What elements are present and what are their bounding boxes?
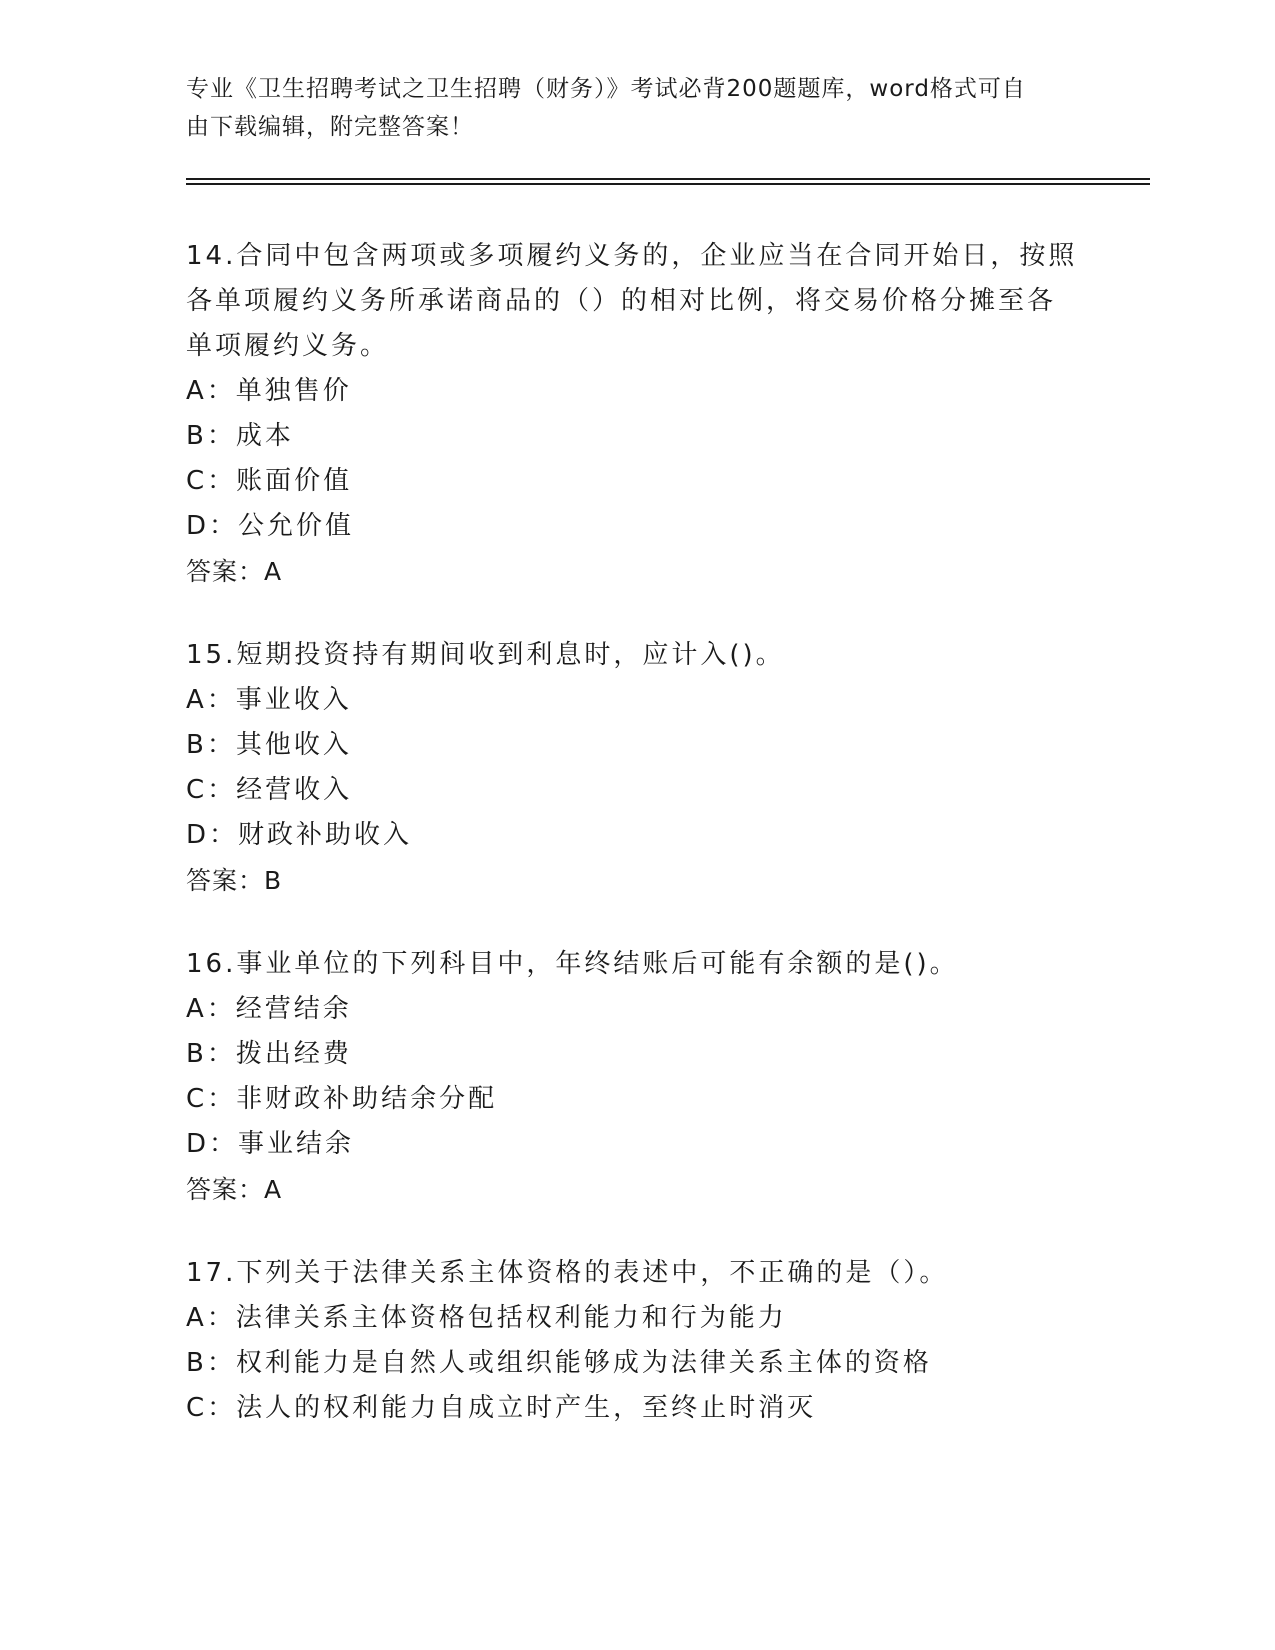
question-text: 17.下列关于法律关系主体资格的表述中，不正确的是（）。 <box>186 1258 949 1288</box>
header-divider <box>186 178 1150 180</box>
option-c: C：非财政补助结余分配 <box>186 1084 498 1114</box>
answer: 答案：A <box>186 1175 283 1204</box>
option-a: A：单独售价 <box>186 376 352 406</box>
option-d: D：公允价值 <box>186 511 355 541</box>
question-14 <box>186 234 1086 594</box>
option-b: B：权利能力是自然人或组织能够成为法律关系主体的资格 <box>186 1348 932 1378</box>
answer: 答案：B <box>186 866 283 895</box>
option-a: A：法律关系主体资格包括权利能力和行为能力 <box>186 1303 787 1333</box>
option-b: B：其他收入 <box>186 730 352 760</box>
question-list <box>186 234 1086 1470</box>
option-a: A：事业收入 <box>186 685 352 715</box>
question-text: 各单项履约义务所承诺商品的（）的相对比例，将交易价格分摊至各 <box>186 286 1057 316</box>
option-d: D：事业结余 <box>186 1129 355 1159</box>
question-17 <box>186 1251 1086 1431</box>
document-header <box>186 70 1066 146</box>
option-d: D：财政补助收入 <box>186 820 413 850</box>
option-b: B：拨出经费 <box>186 1039 352 1069</box>
option-a: A：经营结余 <box>186 994 352 1024</box>
option-c: C：法人的权利能力自成立时产生，至终止时消灭 <box>186 1393 817 1423</box>
header-divider <box>186 183 1150 185</box>
question-text: 15.短期投资持有期间收到利息时，应计入()。 <box>186 640 785 670</box>
option-c: C：经营收入 <box>186 775 353 805</box>
question-text: 单项履约义务。 <box>186 331 390 361</box>
question-text: 14.合同中包含两项或多项履约义务的，企业应当在合同开始日，按照 <box>186 241 1078 271</box>
question-16 <box>186 942 1086 1212</box>
option-b: B：成本 <box>186 421 294 451</box>
option-c: C：账面价值 <box>186 466 353 496</box>
header-line: 专业《卫生招聘考试之卫生招聘（财务）》考试必背200题题库，word格式可自 <box>186 76 1026 102</box>
answer: 答案：A <box>186 557 283 586</box>
header-line: 由下载编辑，附完整答案！ <box>186 114 474 140</box>
question-15 <box>186 633 1086 903</box>
question-text: 16.事业单位的下列科目中，年终结账后可能有余额的是()。 <box>186 949 959 979</box>
